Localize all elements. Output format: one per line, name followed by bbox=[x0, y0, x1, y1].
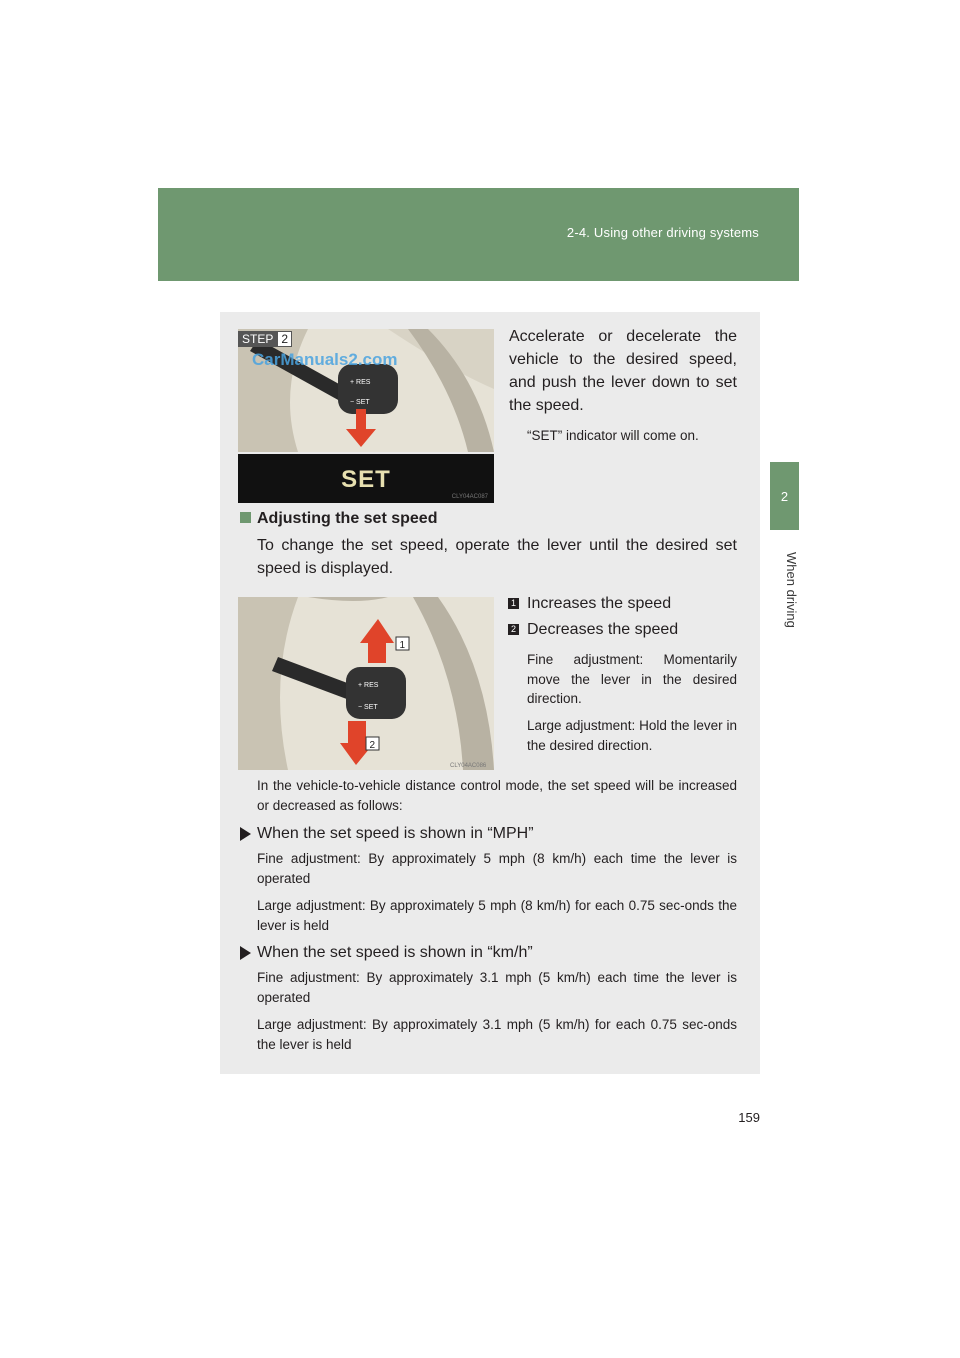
callout-1: 1 bbox=[399, 640, 406, 651]
chapter-tab bbox=[770, 462, 799, 530]
callout-2: 2 bbox=[369, 740, 376, 751]
figure-code-2: CLY04AC086 bbox=[450, 763, 487, 769]
step-note: “SET” indicator will come on. bbox=[527, 428, 699, 443]
distance-mode-note: In the vehicle-to-vehicle distance control mode, the set speed will be increased or decreased as follows: bbox=[257, 778, 737, 813]
item-2-number-icon: 2 bbox=[508, 624, 519, 635]
item-1-number-icon: 1 bbox=[508, 598, 519, 609]
mph-heading: When the set speed is shown in “MPH” bbox=[257, 825, 534, 842]
page-number: 159 bbox=[738, 1110, 760, 1125]
svg-text:− SET: − SET bbox=[358, 704, 378, 711]
kmh-triangle-icon bbox=[240, 946, 251, 960]
section-title: 2-4. Using other driving systems bbox=[566, 225, 759, 240]
fine-adjust-text: Fine adjustment: Momentarily move the lever in the desired direction. bbox=[527, 652, 737, 706]
lever-down-figure bbox=[238, 329, 494, 452]
kmh-fine: Fine adjustment: By approximately 3.1 mph (5 km/h) each time the lever is operated bbox=[257, 970, 737, 1005]
figure-code: CLY04AC087 bbox=[451, 494, 488, 500]
set-indicator-text: SET bbox=[341, 466, 391, 493]
watermark: CarManuals2.com bbox=[252, 350, 398, 369]
step-label: STEP bbox=[238, 331, 277, 347]
lever-updown-figure bbox=[238, 597, 494, 770]
adjusting-intro: To change the set speed, operate the lever until the desired set speed is displayed. bbox=[257, 537, 737, 577]
mph-large: Large adjustment: By approximately 5 mph (8 km/h) for each 0.75 sec-onds the lever is held bbox=[257, 898, 737, 933]
mph-fine: Fine adjustment: By approximately 5 mph (8 km/h) each time the lever is operated bbox=[257, 851, 737, 886]
item-1-text: Increases the speed bbox=[527, 595, 672, 612]
step-badge bbox=[238, 331, 292, 347]
lever-updown-illustration bbox=[238, 597, 494, 770]
lever-illustration bbox=[238, 329, 494, 452]
step-number: 2 bbox=[277, 331, 292, 347]
adjusting-heading: Adjusting the set speed bbox=[257, 510, 438, 527]
mph-triangle-icon bbox=[240, 827, 251, 841]
svg-text:+ RES: + RES bbox=[350, 379, 371, 386]
item-2-text: Decreases the speed bbox=[527, 621, 679, 638]
set-indicator-display bbox=[238, 454, 494, 503]
large-adjust-text: Large adjustment: Hold the lever in the desired direction. bbox=[527, 718, 737, 753]
svg-text:+ RES: + RES bbox=[358, 682, 379, 689]
chapter-number: 2 bbox=[780, 488, 789, 504]
section-header bbox=[158, 188, 799, 281]
adjusting-heading-row bbox=[240, 510, 437, 528]
kmh-heading: When the set speed is shown in “km/h” bbox=[257, 944, 533, 961]
step-text: Accelerate or decelerate the vehicle to the desired speed, and push the lever down to set the speed. bbox=[509, 328, 737, 414]
chapter-label: When driving bbox=[784, 552, 799, 628]
svg-text:− SET: − SET bbox=[350, 399, 370, 406]
heading-square-icon bbox=[240, 512, 251, 523]
kmh-large: Large adjustment: By approximately 3.1 mph (5 km/h) for each 0.75 sec-onds the lever is held bbox=[257, 1017, 737, 1052]
